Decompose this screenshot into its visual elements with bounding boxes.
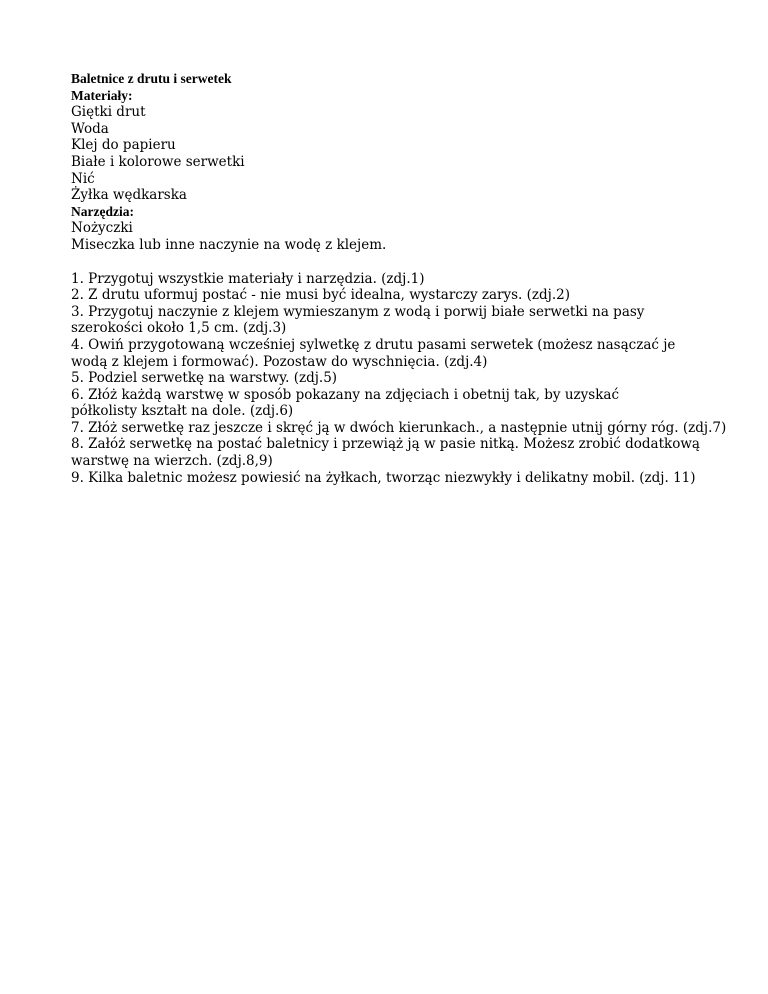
step-item <box>71 387 711 420</box>
materials-list <box>71 104 711 204</box>
document-title: Baletnice z drutu i serwetek <box>71 71 232 86</box>
tools-heading: Narzędzia: <box>71 203 134 219</box>
step-item <box>71 470 711 487</box>
materials-heading: Materiały: <box>71 87 133 103</box>
tool-item: Nożyczki <box>71 220 133 237</box>
step-line: 4. Owiń przygotowaną wcześniej sylwetkę z drutu pasami serwetek (możesz nasączać je <box>71 336 676 353</box>
step-item <box>71 370 711 387</box>
step-item <box>71 287 711 304</box>
step-item <box>71 436 711 469</box>
step-item <box>71 337 711 370</box>
step-line: półkolisty kształt na dole. (zdj.6) <box>71 403 294 420</box>
step-item <box>71 304 711 337</box>
step-line: 7. Złóż serwetkę raz jeszcze i skręć ją w dwóch kierunkach., a następnie utnij górny róg. (zdj.7) <box>71 419 727 436</box>
step-line: 2. Z drutu uformuj postać - nie musi być idealna, wystarczy zarys. (zdj.2) <box>71 287 570 304</box>
step-line: szerokości około 1,5 cm. (zdj.3) <box>71 320 287 337</box>
step-line: 8. Załóż serwetkę na postać baletnicy i przewiąż ją w pasie nitką. Możesz zrobić dodatkową <box>71 436 700 453</box>
material-item: Nić <box>71 170 95 187</box>
material-item: Żyłka wędkarska <box>71 187 187 204</box>
step-item <box>71 271 711 288</box>
step-line: 9. Kilka baletnic możesz powiesić na żyłkach, tworząc niezwykły i delikatny mobil. (zdj. 11) <box>71 469 696 486</box>
material-item: Białe i kolorowe serwetki <box>71 153 245 170</box>
material-item: Woda <box>71 120 109 137</box>
step-line: 1. Przygotuj wszystkie materiały i narzędzia. (zdj.1) <box>71 270 425 287</box>
material-item: Giętki drut <box>71 104 146 121</box>
step-line: 5. Podziel serwetkę na warstwy. (zdj.5) <box>71 370 338 387</box>
step-line: 6. Złóż każdą warstwę w sposób pokazany na zdjęciach i obetnij tak, by uzyskać <box>71 386 620 403</box>
step-line: 3. Przygotuj naczynie z klejem wymieszanym z wodą i porwij białe serwetki na pasy <box>71 303 645 320</box>
step-line: warstwę na wierzch. (zdj.8,9) <box>71 453 273 470</box>
step-item <box>71 419 727 437</box>
document-page <box>71 71 727 486</box>
tool-item: Miseczka lub inne naczynie na wodę z klejem. <box>71 236 387 253</box>
material-item: Klej do papieru <box>71 137 176 154</box>
steps-list <box>71 270 727 487</box>
step-line: wodą z klejem i formować). Pozostaw do wyschnięcia. (zdj.4) <box>71 353 488 370</box>
tools-list <box>71 220 711 253</box>
